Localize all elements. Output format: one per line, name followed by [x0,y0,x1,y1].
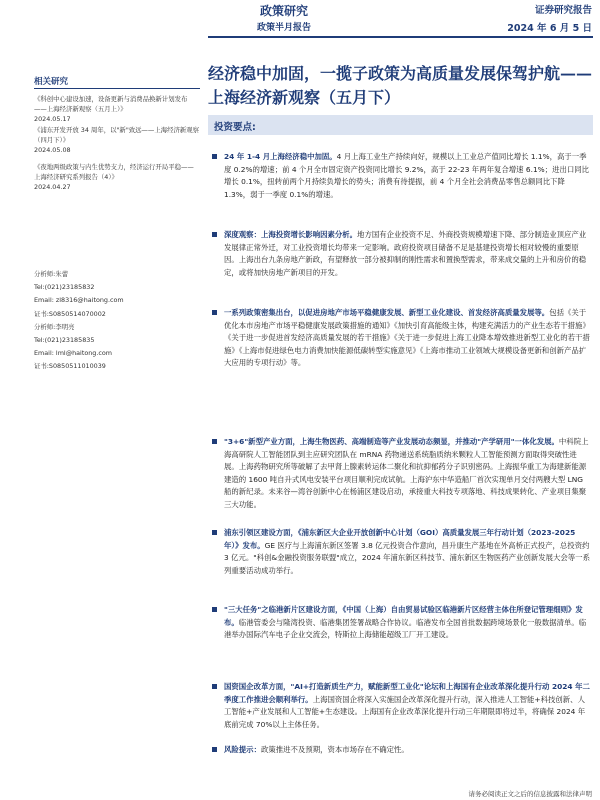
section-title: 投资要点: [214,122,256,133]
highlight-paragraph [208,527,590,577]
header-divider [208,36,593,38]
bullet-icon [212,232,217,237]
bullet-icon [212,310,217,315]
risk-warning [208,744,590,757]
paragraph-lead: 浦东引领区建设方面，《浦东新区大企业开放创新中心计划（GOI）高质量发展三年行动计划（2023-2025 年）》发布。 [224,528,576,550]
related-report-1[interactable] [34,95,200,124]
related-report-date: 2024.05.17 [34,114,71,123]
paragraph-body: GE 医疗与上海浦东新区签署 3.8 亿元投资合作意向，昌升康生产基地在外高桥正式投产，总投资约 3 亿元。"科创&金融投资服务联盟"成立，2024 年浦东新区科技节、浦东新区生物医药产业创新发展大会等一系列重要活动成功举行。 [224,540,590,575]
report-date: 2024 年 6 月 5 日 [507,23,592,34]
related-report-3[interactable] [34,163,200,192]
highlight-paragraph [208,681,590,731]
highlight-paragraph [208,604,590,642]
paragraph-body: 中科院上海高研院人工智能团队到主应研究团队在 mRNA 药物递送系统脂质纳米颗粒人工智能预测方面取得突破性进展。上海药物研究所等破解了去甲肾上腺素转运体二聚化和抗抑郁药分子识别密码。上海振华重工为海建新能源建造的 1600 吨自升式风电安装平台项目顺利完成试航。上海沪东中华造船厂首次实现单月交付两艘大型 LNG 船的新纪录。未来谷—湾谷创新中心在杨浦区建设启动，承接重大科技专项落地、科技成果转化、产业项目集聚三大功能。 [224,437,589,509]
paragraph-lead: 一系列政策密集出台，以促进房地产市场平稳健康发展、新型工业化建设、首发经济高质量发展等。 [224,308,550,317]
section-header-bar [208,115,593,135]
analyst-tel: Tel:(021)23185832 [34,283,95,292]
related-report-date: 2024.04.27 [34,182,71,191]
analyst-name: 分析师:朱蕾 [34,270,69,278]
sidebar-divider [34,88,200,89]
page-title: 经济稳中加固，一揽子政策为高质量发展保驾护航——上海经济新观察（五月下） [208,64,593,107]
paragraph-body: 4 月上海工业生产持续向好，规模以上工业总产值同比增长 1.1%，高于一季度 0.2%的增速；前 4 个月全市固定资产投资同比增长 9.2%，高于 22-23 年两年复合增速 6.1%；进出口同比增长 0.1%，扭转前两个月持续负增长的势头；消费有待提振，前 4 个月全社会消费品零售总额同比下降 1.3%，弱于一季度 0.1%的增速。 [224,152,590,199]
paragraph-lead: 风险提示： [224,745,261,754]
paragraph-body: 临港管委会与隆湾投资、临港集团签署战略合作协议。临港发布全国首批数据跨境场景化一般数据清单。临港举办国际汽车电子企业交流会，特斯拉上海储能超级工厂开工建设。 [224,617,587,640]
highlight-paragraph [208,436,590,512]
paragraph-body: 包括《关于优化本市房地产市场平稳健康发展政策措施的通知》《加快引育高能级主体，构建充满活力的产业生态若干措施》《关于进一步促进首发经济高质量发展的若干措施》《关于进一步促进上海工业降本增效推进新型工业化的若干措施》《上海市促进绿色电力消费加快能源低碳转型实施意见》《上海市推动工业领域大规模设备更新和创新产品扩大应用的专项行动》等。 [224,308,590,368]
related-report-title: 《浦东开发开放 34 周年，以"新"致远——上海经济新观察（四月下）》 [34,126,200,144]
bullet-icon [212,439,217,444]
paragraph-lead: 国资国企改革方面，"AI+打造新质生产力，赋能新型工业化"论坛和上海国有企业改革深化提升行动 2024 年二季度工作推进会顺利举行。 [224,682,590,704]
bullet-icon [212,684,217,689]
report-type: 证券研究报告 [534,5,592,16]
related-report-title: 《科创中心建设加速，设备更新与消费品换新计划发布——上海经济新观察（五月上）》 [34,95,188,113]
paragraph-body: 上海国资国企将深入实施国企改革深化提升行动，深入推进人工智能+科技创新、人工智能+产业发展和人工智能+生态建设。上海国有企业改革深化提升行动三年期限即将过半，将确保 2024 年底前完成 70%以上主体任务。 [224,694,586,729]
bullet-icon [212,607,217,612]
analyst-block [34,268,124,374]
paragraph-lead: 深度观察：上海投资增长影响因素分析。 [224,230,358,239]
highlight-paragraph [208,151,590,201]
header-subtitle: 政策半月报告 [256,23,311,33]
bullet-icon [212,530,217,535]
related-report-date: 2024.05.08 [34,145,71,154]
analyst-cert: 证书:S0850511010039 [34,362,106,371]
bullet-icon [212,154,217,159]
highlight-paragraph [208,229,590,279]
paragraph-lead: "3+6"新型产业方面，上海生物医药、高端制造等产业发展动态频显，并推动"产学研用"一体化发展。 [224,437,559,446]
related-report-2[interactable] [34,126,200,155]
analyst-email[interactable]: Email: lml@haitong.com [34,349,113,358]
paragraph-lead: 24 年 1-4 月上海经济稳中加固。 [224,152,337,161]
paragraph-body: 政策推进不及预期，资本市场存在不确定性。 [260,745,409,754]
paragraph-lead: "三大任务"之临港新片区建设方面，《中国（上海）自由贸易试验区临港新片区经营主体住所登记管理细则》发布。 [224,605,583,627]
analyst-tel: Tel:(021)23185835 [34,336,95,345]
footer-disclaimer: 请务必阅读正文之后的信息披露和法律声明 [468,790,592,798]
analyst-email[interactable]: Email: zl8316@haitong.com [34,296,124,305]
analyst-cert: 证书:S0850514070002 [34,309,106,318]
header-title: 政策研究 [259,4,308,18]
related-research-heading: 相关研究 [34,77,69,87]
bullet-icon [212,747,217,752]
related-report-title: 《夜地两级政策与内生优势支力，经济运行开局平稳——上海经济研究系列报告（4）》 [34,163,194,181]
highlight-paragraph [208,307,590,370]
analyst-name: 分析师:李明亮 [34,322,75,331]
paragraph-body: 地方国有企业投资不足、外商投资规模增速下降、部分制造业顶应产业发展律正常外迁，对工业投资增长均带来一定影响。政府投资项目储备不足是基建投资增长相对较慢的重要原因。上海出台九条房地产新政，有望释放一部分被抑制的刚性需求和置换型需求，带来成交量的上升和房价的稳定，或将加快房地产新项目的开发。 [224,230,587,277]
